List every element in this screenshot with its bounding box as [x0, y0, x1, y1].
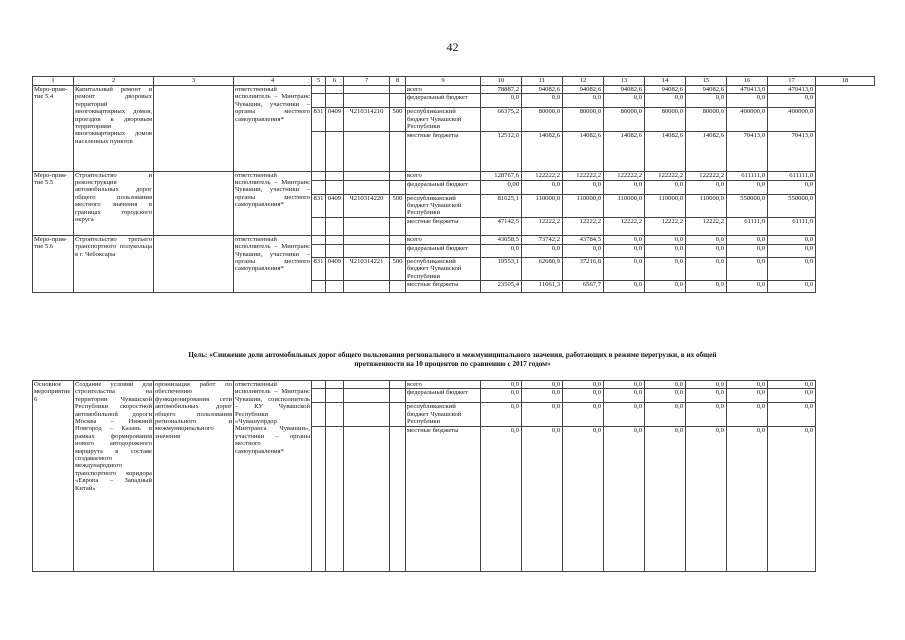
empty-code — [312, 244, 326, 257]
amount-cell: 43784,5 — [563, 235, 604, 244]
amount-cell: 94082,6 — [604, 86, 645, 94]
amount-cell: 73742,2 — [522, 235, 563, 244]
funding-source: республиканский бюджет Чувашской Республики — [406, 403, 481, 426]
amount-cell: 12222,2 — [645, 217, 686, 235]
amount-cell: 0,0 — [686, 426, 727, 571]
column-number: 7 — [344, 77, 390, 86]
amount-cell: 122222,2 — [604, 171, 645, 180]
amount-cell: 81625,1 — [481, 194, 522, 217]
amount-cell: 0,0 — [604, 389, 645, 403]
empty-code — [326, 94, 344, 108]
amount-cell: 0,0 — [686, 381, 727, 389]
amount-cell: 0,0 — [481, 426, 522, 571]
column-number-row — [33, 77, 875, 86]
funding-source: федеральный бюджет — [406, 244, 481, 257]
empty-code — [390, 94, 406, 108]
funding-source: федеральный бюджет — [406, 180, 481, 194]
amount-cell: 0,0 — [686, 281, 727, 293]
empty-code — [326, 281, 344, 293]
empty-code — [326, 235, 344, 244]
funding-source: всего — [406, 235, 481, 244]
amount-cell: 94082,6 — [522, 86, 563, 94]
amount-cell: 0,0 — [645, 281, 686, 293]
amount-cell: 122222,2 — [686, 171, 727, 180]
amount-cell: 94082,6 — [686, 86, 727, 94]
empty-code — [390, 381, 406, 389]
amount-cell: 0,0 — [563, 426, 604, 571]
budget-table-top — [32, 76, 875, 293]
event-label: Основное мероприятие 6 — [33, 381, 74, 572]
amount-cell: 43058,5 — [481, 235, 522, 244]
amount-cell: 14082,6 — [604, 131, 645, 171]
amount-cell: 0,0 — [768, 403, 816, 426]
grbs-code: 831 — [312, 194, 326, 217]
amount-cell: 62680,9 — [522, 257, 563, 280]
funding-source: местные бюджеты — [406, 217, 481, 235]
funding-source: всего — [406, 171, 481, 180]
amount-cell: 0,0 — [727, 244, 768, 257]
amount-cell: 11061,3 — [522, 281, 563, 293]
amount-cell: 0,0 — [727, 403, 768, 426]
amount-cell: 80000,0 — [645, 108, 686, 131]
amount-cell: 47142,5 — [481, 217, 522, 235]
amount-cell: 0,0 — [768, 244, 816, 257]
column-number: 18 — [816, 77, 875, 86]
column-number: 12 — [563, 77, 604, 86]
amount-cell: 61111,0 — [768, 217, 816, 235]
amount-cell: 400000,0 — [727, 108, 768, 131]
amount-cell: 0,0 — [604, 403, 645, 426]
amount-cell: 70413,0 — [727, 131, 768, 171]
amount-cell: 94082,6 — [645, 86, 686, 94]
page-number: 42 — [446, 40, 459, 54]
amount-cell: 66375,2 — [481, 108, 522, 131]
measure-responsible: ответственный исполнитель – Минтранс Чувашии, участники – органы местного самоуправления* — [234, 235, 312, 292]
amount-cell: 0,0 — [727, 389, 768, 403]
vr-code: 500 — [390, 257, 406, 280]
measure-label: Меро-прия-тие 5.6 — [33, 235, 74, 292]
empty-code — [312, 389, 326, 403]
amount-cell: 0,0 — [604, 381, 645, 389]
column-number: 11 — [522, 77, 563, 86]
rzpr-code: 0409 — [326, 194, 344, 217]
amount-cell: 19553,1 — [481, 257, 522, 280]
amount-cell: 0,0 — [727, 281, 768, 293]
empty-code — [312, 426, 326, 571]
empty-code — [312, 131, 326, 171]
amount-cell: 110000,0 — [686, 194, 727, 217]
amount-cell: 0,0 — [604, 257, 645, 280]
empty-code — [390, 281, 406, 293]
amount-cell: 110000,0 — [522, 194, 563, 217]
funding-source: местные бюджеты — [406, 281, 481, 293]
empty-code — [326, 86, 344, 94]
amount-cell: 0,0 — [563, 381, 604, 389]
csr-code: Ч210314220 — [344, 194, 390, 217]
empty-code — [344, 171, 390, 180]
empty-code — [390, 403, 406, 426]
empty-code — [312, 281, 326, 293]
amount-cell: 0,0 — [481, 403, 522, 426]
amount-cell: 0,0 — [563, 403, 604, 426]
column-number: 17 — [768, 77, 816, 86]
empty-code — [344, 94, 390, 108]
empty-code — [312, 86, 326, 94]
amount-cell: 0,0 — [645, 426, 686, 571]
amount-cell: 0,0 — [686, 244, 727, 257]
amount-cell: 0,0 — [768, 235, 816, 244]
amount-cell: 110000,0 — [563, 194, 604, 217]
measure-label: Меро-прия-тие 5.5 — [33, 171, 74, 235]
empty-code — [344, 381, 390, 389]
amount-cell: 0,0 — [645, 180, 686, 194]
funding-source: республиканский бюджет Чувашской Республики — [406, 108, 481, 131]
amount-cell: 122222,2 — [645, 171, 686, 180]
amount-cell: 0,0 — [686, 389, 727, 403]
amount-cell: 0,0 — [522, 426, 563, 571]
column-number: 16 — [727, 77, 768, 86]
amount-cell: 0,0 — [563, 94, 604, 108]
empty-code — [312, 180, 326, 194]
funding-source: местные бюджеты — [406, 426, 481, 571]
amount-cell: 6567,7 — [563, 281, 604, 293]
funding-row — [33, 171, 875, 180]
amount-cell: 0,0 — [727, 180, 768, 194]
amount-cell: 0,0 — [686, 180, 727, 194]
amount-cell: 0,0 — [645, 235, 686, 244]
amount-cell: 80000,0 — [686, 108, 727, 131]
event-target: организация работ по обеспечению функционирования сети автомобильных дорог общего пользования регионального и межмуниципального значения — [154, 381, 234, 572]
amount-cell: 0,0 — [768, 94, 816, 108]
amount-cell: 0,0 — [522, 381, 563, 389]
funding-source: всего — [406, 381, 481, 389]
csr-code: Ч210314210 — [344, 108, 390, 131]
empty-code — [326, 171, 344, 180]
amount-cell: 78887,2 — [481, 86, 522, 94]
empty-code — [312, 235, 326, 244]
measure-target — [154, 86, 234, 172]
column-number: 10 — [481, 77, 522, 86]
empty-code — [326, 180, 344, 194]
amount-cell: 14082,6 — [563, 131, 604, 171]
empty-code — [326, 403, 344, 426]
amount-cell: 0,0 — [481, 94, 522, 108]
amount-cell: 0,0 — [604, 426, 645, 571]
amount-cell: 80000,0 — [522, 108, 563, 131]
amount-cell: 23505,4 — [481, 281, 522, 293]
amount-cell: 0,0 — [604, 94, 645, 108]
budget-table-bottom — [32, 380, 875, 572]
amount-cell: 0,0 — [645, 94, 686, 108]
funding-row — [33, 235, 875, 244]
funding-source: республиканский бюджет Чувашской Республики — [406, 194, 481, 217]
funding-row — [33, 381, 875, 389]
vr-code: 500 — [390, 108, 406, 131]
amount-cell: 37216,8 — [563, 257, 604, 280]
goal-heading: Цель: «Снижение доли автомобильных дорог общего пользования регионального и межмуниципального значения, работающих в режиме перегрузки, в их общей протяженности на 10 процентов по сравнению с 2017 годом» — [188, 351, 717, 368]
empty-code — [312, 171, 326, 180]
empty-code — [344, 180, 390, 194]
amount-cell: 122222,2 — [522, 171, 563, 180]
empty-code — [344, 426, 390, 571]
amount-cell: 12222,2 — [563, 217, 604, 235]
amount-cell: 0,0 — [522, 180, 563, 194]
amount-cell: 0,0 — [481, 381, 522, 389]
amount-cell: 12512,0 — [481, 131, 522, 171]
empty-code — [390, 86, 406, 94]
amount-cell: 0,0 — [686, 235, 727, 244]
amount-cell: 0,0 — [727, 94, 768, 108]
amount-cell: 14082,6 — [645, 131, 686, 171]
empty-code — [390, 131, 406, 171]
empty-code — [344, 131, 390, 171]
column-number: 8 — [390, 77, 406, 86]
column-number: 2 — [74, 77, 154, 86]
empty-code — [390, 171, 406, 180]
amount-cell: 0,0 — [604, 244, 645, 257]
funding-source: федеральный бюджет — [406, 389, 481, 403]
empty-code — [312, 403, 326, 426]
empty-code — [312, 381, 326, 389]
amount-cell: 0,0 — [727, 235, 768, 244]
amount-cell: 0,0 — [522, 244, 563, 257]
amount-cell: 61111,0 — [727, 217, 768, 235]
column-number: 13 — [604, 77, 645, 86]
amount-cell: 400000,0 — [768, 108, 816, 131]
measure-responsible: ответственный исполнитель – Минтранс Чувашии, участники – органы местного самоуправления* — [234, 171, 312, 235]
empty-code — [326, 131, 344, 171]
column-number: 3 — [154, 77, 234, 86]
rzpr-code: 0409 — [326, 108, 344, 131]
empty-code — [326, 389, 344, 403]
measure-name: Строительство и реконструкция автомобильных дорог общего пользования местного значения в границах городского округа — [74, 171, 154, 235]
empty-code — [326, 426, 344, 571]
amount-cell: 0,00 — [481, 180, 522, 194]
empty-code — [390, 389, 406, 403]
amount-cell: 0,0 — [768, 389, 816, 403]
rzpr-code: 0409 — [326, 257, 344, 280]
funding-row — [33, 86, 875, 94]
empty-code — [390, 217, 406, 235]
amount-cell: 128767,6 — [481, 171, 522, 180]
amount-cell: 0,0 — [645, 389, 686, 403]
amount-cell: 80000,0 — [604, 108, 645, 131]
amount-cell: 80000,0 — [563, 108, 604, 131]
amount-cell: 12222,2 — [522, 217, 563, 235]
grbs-code: 831 — [312, 108, 326, 131]
funding-source: местные бюджеты — [406, 131, 481, 171]
measure-target — [154, 171, 234, 235]
amount-cell: 0,0 — [727, 426, 768, 571]
measure-name: Капитальный ремонт и ремонт дворовых территорий многоквартирных домов, проездов к дворовым территориям многоквартирных домов населенных пунктов — [74, 86, 154, 172]
column-number: 5 — [312, 77, 326, 86]
amount-cell: 0,0 — [481, 389, 522, 403]
amount-cell: 0,0 — [727, 381, 768, 389]
empty-code — [390, 426, 406, 571]
empty-code — [390, 180, 406, 194]
amount-cell: 0,0 — [522, 389, 563, 403]
amount-cell: 12222,2 — [686, 217, 727, 235]
empty-code — [326, 217, 344, 235]
csr-code: Ч210314221 — [344, 257, 390, 280]
amount-cell: 0,0 — [686, 94, 727, 108]
funding-source: всего — [406, 86, 481, 94]
amount-cell: 0,0 — [768, 257, 816, 280]
empty-code — [390, 235, 406, 244]
funding-source: республиканский бюджет Чувашской Республики — [406, 257, 481, 280]
amount-cell: 0,0 — [604, 235, 645, 244]
grbs-code: 831 — [312, 257, 326, 280]
amount-cell: 0,0 — [481, 244, 522, 257]
column-number: 14 — [645, 77, 686, 86]
amount-cell: 70413,0 — [768, 131, 816, 171]
amount-cell: 470413,0 — [727, 86, 768, 94]
empty-code — [344, 217, 390, 235]
event-name: Создание условий для строительства на территории Чувашской Республики скоростной автомобильной дороги Москва – Нижний Новгород – Казань в рамках формирования нового автодорожного маршрута в составе создаваемого международного транспортного коридора «Европа – Западный Китай» — [74, 381, 154, 572]
vr-code: 500 — [390, 194, 406, 217]
empty-code — [326, 244, 344, 257]
measure-target — [154, 235, 234, 292]
amount-cell: 110000,0 — [604, 194, 645, 217]
amount-cell: 0,0 — [768, 381, 816, 389]
amount-cell: 0,0 — [604, 281, 645, 293]
empty-code — [344, 389, 390, 403]
amount-cell: 0,0 — [645, 381, 686, 389]
amount-cell: 14082,6 — [522, 131, 563, 171]
amount-cell: 0,0 — [686, 403, 727, 426]
amount-cell: 611111,0 — [768, 171, 816, 180]
amount-cell: 0,0 — [768, 426, 816, 571]
empty-code — [390, 244, 406, 257]
column-number: 4 — [234, 77, 312, 86]
amount-cell: 0,0 — [645, 244, 686, 257]
column-number: 1 — [33, 77, 74, 86]
column-number: 15 — [686, 77, 727, 86]
empty-code — [344, 281, 390, 293]
amount-cell: 0,0 — [727, 257, 768, 280]
amount-cell: 122222,2 — [563, 171, 604, 180]
amount-cell: 0,0 — [563, 389, 604, 403]
empty-code — [312, 217, 326, 235]
amount-cell: 611111,0 — [727, 171, 768, 180]
amount-cell: 12222,2 — [604, 217, 645, 235]
column-number: 9 — [406, 77, 481, 86]
measure-label: Меро-прия-тие 5.4 — [33, 86, 74, 172]
amount-cell: 0,0 — [563, 244, 604, 257]
empty-code — [312, 94, 326, 108]
amount-cell: 470413,0 — [768, 86, 816, 94]
amount-cell: 94082,6 — [563, 86, 604, 94]
amount-cell: 0,0 — [768, 180, 816, 194]
empty-code — [344, 86, 390, 94]
amount-cell: 0,0 — [604, 180, 645, 194]
amount-cell: 0,0 — [645, 257, 686, 280]
amount-cell: 14082,6 — [686, 131, 727, 171]
amount-cell: 0,0 — [522, 94, 563, 108]
empty-code — [344, 244, 390, 257]
event-responsible: ответственный исполнитель – Минтранс Чувашии, соисполнитель – КУ Чувашской Республики «Чувашупрдор Минтранса Чувашии», участники – органы местного самоуправления* — [234, 381, 312, 572]
amount-cell: 550000,0 — [727, 194, 768, 217]
measure-name: Строительство третьего транспортного полукольца в г. Чебоксары — [74, 235, 154, 292]
amount-cell: 110000,0 — [645, 194, 686, 217]
amount-cell: 0,0 — [768, 281, 816, 293]
amount-cell: 0,0 — [686, 257, 727, 280]
empty-code — [344, 235, 390, 244]
amount-cell: 0,0 — [563, 180, 604, 194]
empty-code — [326, 381, 344, 389]
measure-responsible: ответственный исполнитель – Минтранс Чувашии, участники – органы местного самоуправления* — [234, 86, 312, 172]
amount-cell: 0,0 — [645, 403, 686, 426]
funding-source: федеральный бюджет — [406, 94, 481, 108]
amount-cell: 550000,0 — [768, 194, 816, 217]
amount-cell: 0,0 — [522, 403, 563, 426]
column-number: 6 — [326, 77, 344, 86]
empty-code — [344, 403, 390, 426]
